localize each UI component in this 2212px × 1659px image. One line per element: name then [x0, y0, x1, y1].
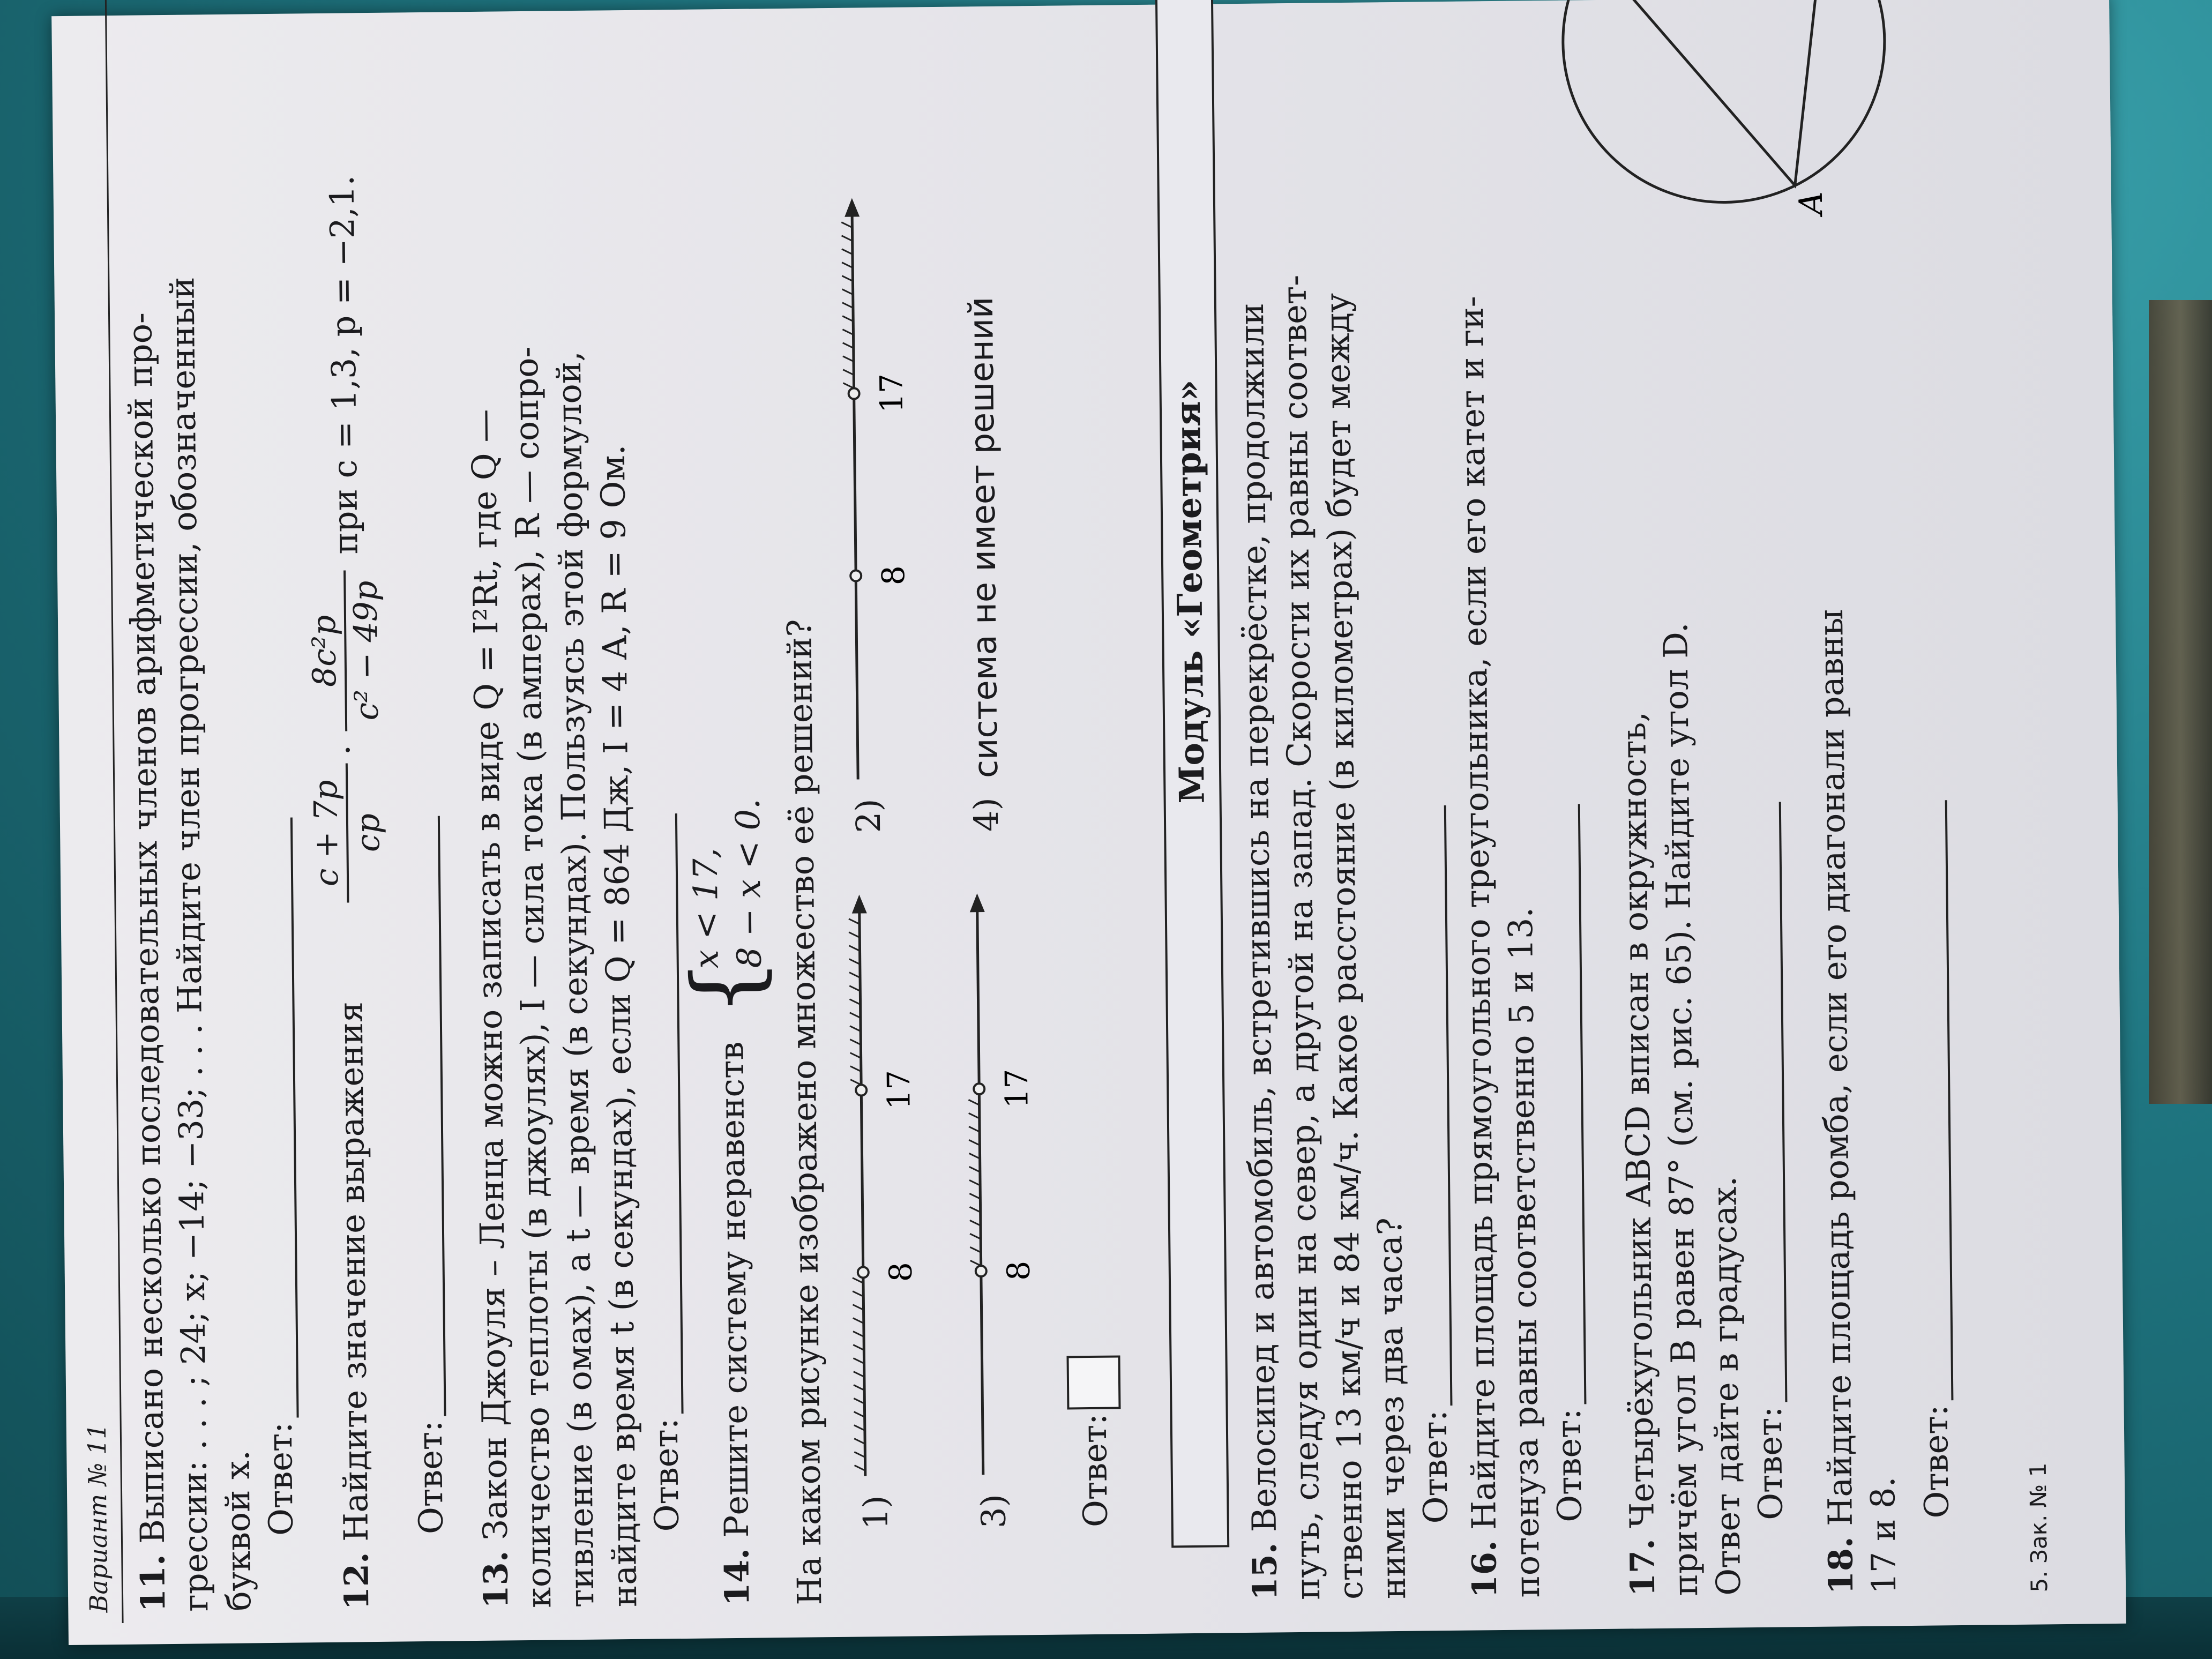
q18-answer-line[interactable] [1945, 800, 1954, 1400]
option-3-point-8 [976, 1266, 987, 1276]
q13-line1: Закон Джоуля – Ленца можно записать в виде Q = I²Rt, где Q — [464, 409, 515, 1541]
q11-answer-line[interactable] [290, 818, 299, 1418]
q12-frac2-denominator: c² − 49p [347, 580, 386, 721]
q17-number: 17. [1623, 1538, 1663, 1597]
quadrilateral-abcd [1596, 0, 1827, 188]
bookmark-ribbon [2149, 300, 2212, 1104]
q12-answer-label: Ответ: [410, 1420, 451, 1535]
q18-answer-label: Ответ: [1916, 1404, 1956, 1519]
q12-frac2-numerator: 8c²p [305, 615, 344, 687]
option-2-point-17 [849, 388, 860, 399]
q16-line2: потенуза равны соответственно 5 и 13. [1500, 907, 1548, 1598]
q12-number: 12. [337, 1552, 377, 1610]
q15-line1: Велосипед и автомобиль, встретившись на перекрёстке, продолжили [1231, 302, 1284, 1533]
q14-text: Решите систему неравенств [712, 1041, 756, 1538]
option-1-number-line[interactable] [827, 891, 940, 1482]
option-4-label: 4) [966, 797, 1006, 832]
workbook-page [51, 0, 2126, 1645]
q13-answer-line[interactable] [675, 813, 684, 1414]
option-2-tick-17: 17 [873, 373, 910, 414]
option-3-tick-17: 17 [998, 1068, 1035, 1109]
q14-answer-box[interactable] [1066, 1355, 1120, 1409]
q12-fraction-1 [307, 763, 388, 903]
print-mark: 5. Зак. № 1 [2024, 1462, 2053, 1593]
q14-inequality-1: x < 17, [685, 848, 726, 969]
option-1-point-8 [858, 1267, 869, 1277]
q15-line2: путь, следуя один на север, а другой на запад. Скорости их равны соответ- [1274, 274, 1328, 1601]
option-3-tick-8: 8 [1000, 1260, 1037, 1281]
system-brace: { [672, 958, 780, 1018]
q11-answer-label: Ответ: [260, 1422, 301, 1536]
module-geometry-heading: Модуль «Геометрия» [1152, 0, 1229, 1548]
q16-line1: Найдите площадь прямоугольного треугольника, если его катет и ги- [1451, 295, 1504, 1530]
q17-line1: Четырёхугольник ABCD вписан в окружность, [1613, 711, 1662, 1529]
option-1-tick-17: 17 [880, 1070, 917, 1110]
option-2-point-8 [850, 570, 861, 581]
option-1-label: 1) [856, 1495, 895, 1530]
q18-line2: 17 и 8. [1863, 1476, 1904, 1594]
header-rule [101, 0, 123, 1623]
q13-line3: тивление (в омах), а t — время (в секундах). Пользуясь этой формулой, [549, 350, 602, 1608]
q11-line2: грессии: . . . ; 24; x; −14; −33; . . . Найдите член прогрессии, обозначенный [162, 276, 216, 1612]
q12-dot: · [328, 744, 368, 756]
q17-answer-line[interactable] [1779, 802, 1788, 1402]
q17-line2: причём угол B равен 87° (см. рис. 65). Найдите угол D. [1656, 622, 1706, 1596]
q15-number: 15. [1245, 1542, 1285, 1601]
option-3-number-line[interactable] [945, 890, 1058, 1481]
q12-frac1-numerator: c + 7p [307, 780, 346, 887]
vertex-a-label: A [1792, 191, 1830, 215]
q14-answer-label: Ответ: [1074, 1413, 1115, 1528]
q12-text-after: при c = 1,3, p = −2,1. [322, 175, 365, 555]
q15-answer-line[interactable] [1444, 805, 1453, 1406]
q17-line3: Ответ дайте в градусах. [1705, 1176, 1748, 1596]
option-2-label: 2) [848, 798, 888, 833]
q12-text-before: Найдите значение выражения [331, 1001, 376, 1542]
q14-question: На каком рисунке изображено множество её решений? [780, 618, 829, 1605]
q12-answer-line[interactable] [438, 816, 446, 1416]
q11-number: 11. [133, 1554, 173, 1612]
option-2-number-line[interactable] [820, 195, 933, 785]
option-2-tick-8: 8 [875, 565, 912, 586]
q15-line3: ственно 13 км/ч и 84 км/ч. Какое расстояние (в километрах) будет между [1317, 293, 1371, 1600]
q16-answer-line[interactable] [1578, 804, 1587, 1404]
option-3-point-17 [974, 1083, 984, 1094]
q14-number: 14. [717, 1548, 757, 1606]
q12-fraction-2 [305, 570, 386, 732]
q17-answer-label: Ответ: [1750, 1406, 1790, 1521]
q15-answer-label: Ответ: [1415, 1410, 1455, 1524]
figure-65-inscribed-quadrilateral [1545, 0, 1924, 247]
q15-line4: ними через два часа? [1370, 1217, 1414, 1600]
q13-answer-label: Ответ: [646, 1418, 686, 1532]
q14-inequality-2: 8 − x < 0. [728, 798, 769, 969]
q18-line1: Найдите площадь ромба, если его диагонали равны [1811, 609, 1860, 1527]
variant-header: Вариант № 11 [82, 1423, 114, 1613]
q16-number: 16. [1464, 1540, 1505, 1598]
q11-line1: Выписано несколько последовательных членов арифметической про- [119, 312, 173, 1544]
q13-line2: количество теплоты (в джоулях), I — сила тока (в амперах), R — сопро- [506, 346, 559, 1609]
q11-line3: буквой x. [218, 1449, 259, 1612]
q18-number: 18. [1821, 1536, 1861, 1595]
q12-frac1-denominator: cp [349, 813, 387, 853]
option-3-label: 3) [974, 1493, 1013, 1529]
q13-line4: найдите время t (в секундах), если Q = 864 Дж, I = 4 А, R = 9 Ом. [593, 444, 645, 1608]
option-4-text: система не имеет решений [961, 296, 1006, 779]
q16-answer-label: Ответ: [1549, 1408, 1589, 1523]
option-1-point-17 [856, 1085, 866, 1095]
q13-number: 13. [476, 1550, 516, 1609]
option-1-tick-8: 8 [882, 1261, 920, 1282]
